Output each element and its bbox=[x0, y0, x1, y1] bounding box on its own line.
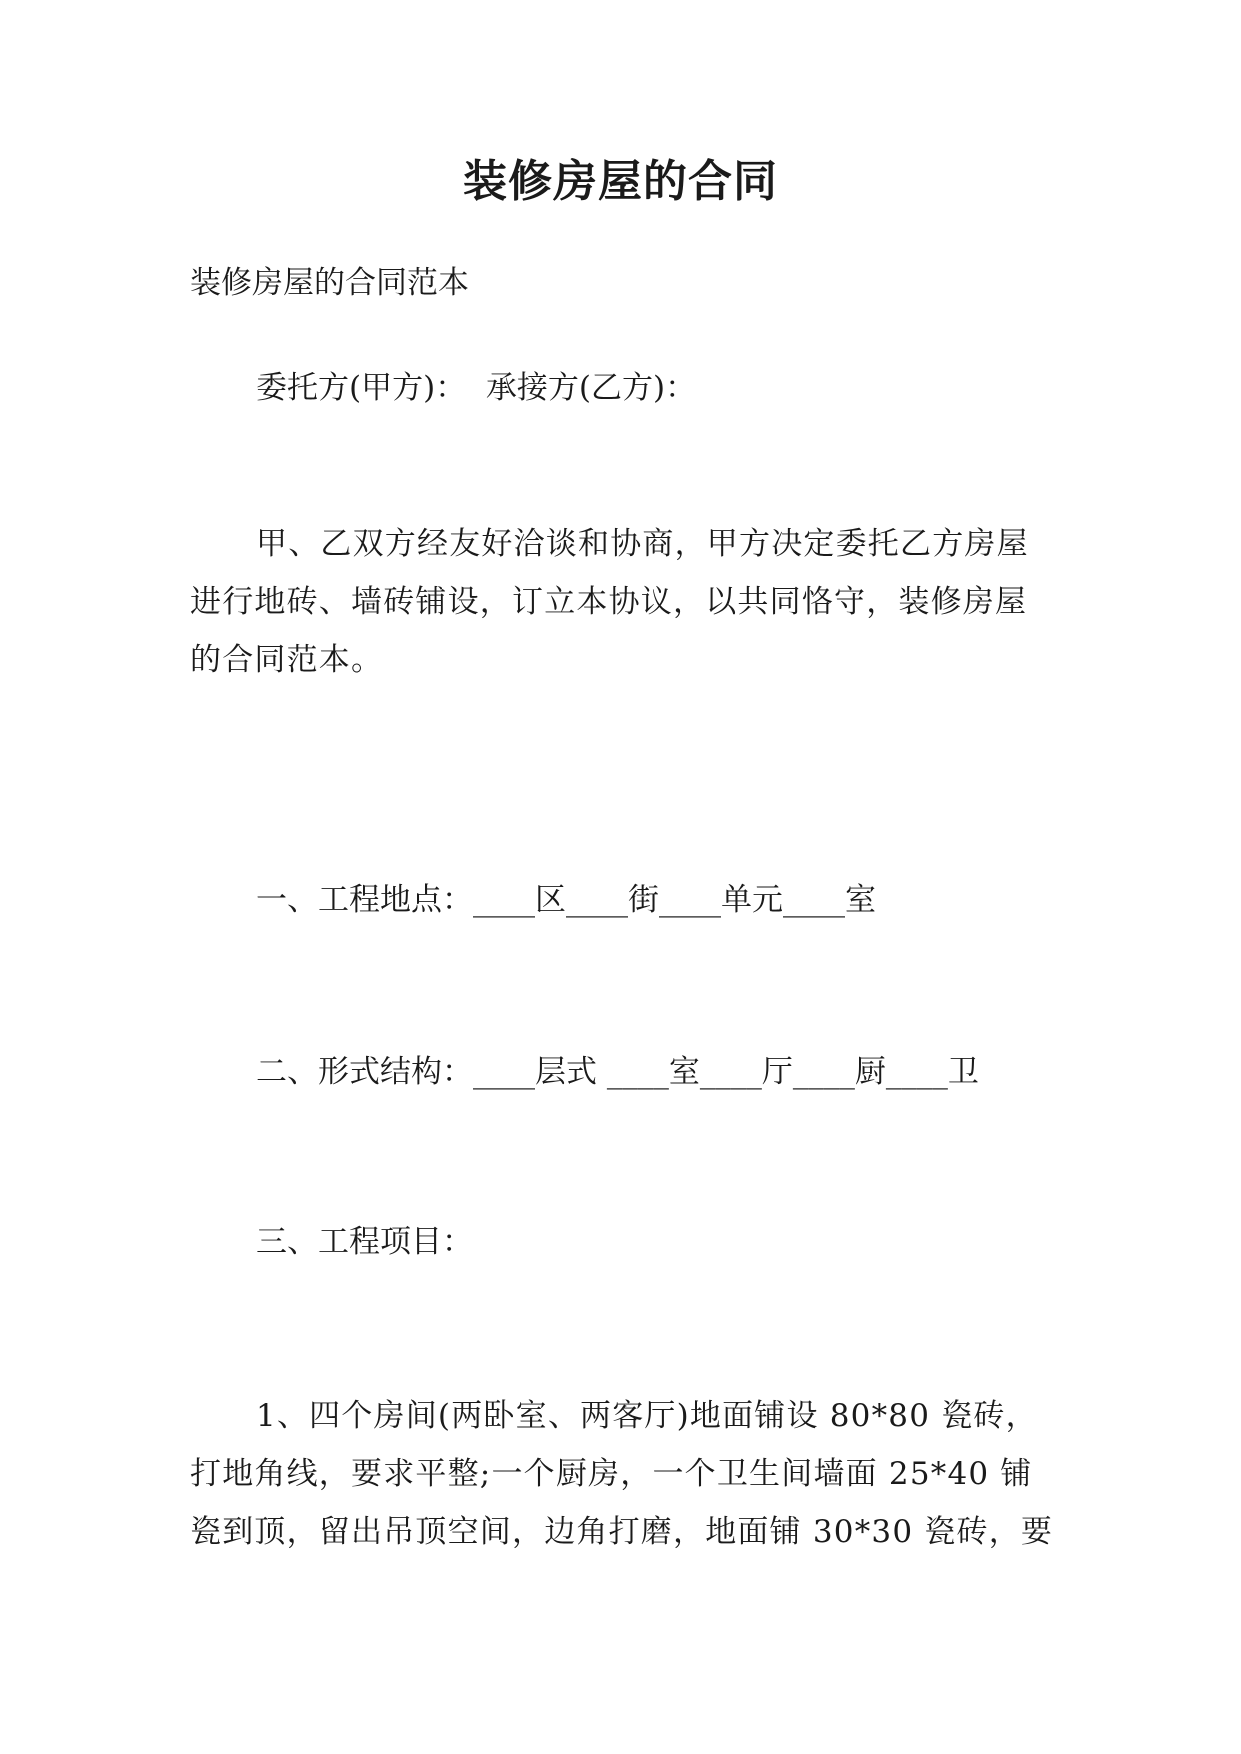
item-1-line-3: 瓷到顶，留出吊顶空间，边角打磨，地面铺 30*30 瓷砖，要 bbox=[190, 1514, 1054, 1550]
item-1-paragraph bbox=[190, 1387, 1060, 1561]
intro-line-3: 的合同范本。 bbox=[190, 642, 384, 678]
section-1-location: 一、工程地点：____区____街____单元____室 bbox=[256, 882, 876, 918]
item-1-line-1: 1、四个房间(两卧室、两客厅)地面铺设 80*80 瓷砖， bbox=[256, 1398, 1038, 1434]
section-2-structure: 二、形式结构：____层式 ____室____厅____厨____卫 bbox=[256, 1054, 979, 1090]
intro-line-1: 甲、乙双方经友好洽谈和协商，甲方决定委托乙方房屋 bbox=[256, 526, 1029, 562]
document-subtitle: 装修房屋的合同范本 bbox=[190, 265, 469, 301]
intro-paragraph bbox=[190, 515, 1060, 689]
parties-line: 委托方(甲方)： 承接方(乙方)： bbox=[256, 370, 697, 406]
intro-line-2: 进行地砖、墙砖铺设，订立本协议，以共同恪守，装修房屋 bbox=[190, 584, 1028, 620]
item-1-line-2: 打地角线，要求平整;一个厨房，一个卫生间墙面 25*40 铺 bbox=[190, 1456, 1033, 1492]
section-3-heading: 三、工程项目： bbox=[256, 1224, 473, 1260]
document-title: 装修房屋的合同 bbox=[463, 156, 778, 207]
